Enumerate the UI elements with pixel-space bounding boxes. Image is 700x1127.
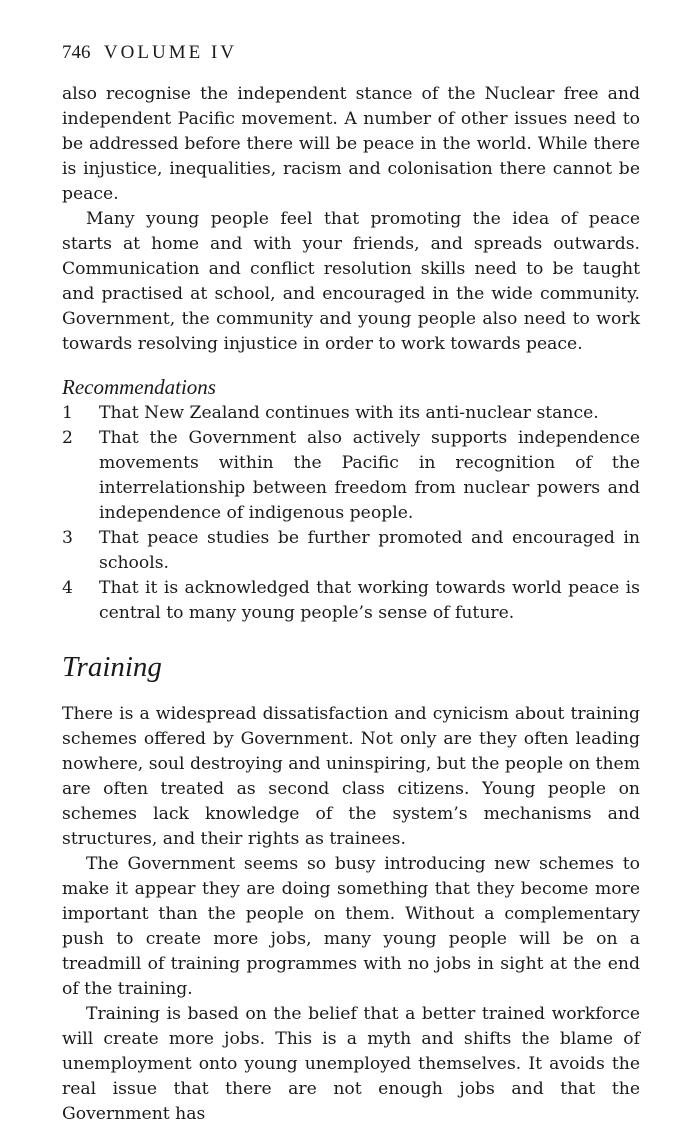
running-head: [62, 40, 640, 66]
recommendation-number: 4: [62, 578, 73, 598]
recommendation-item: [62, 426, 640, 526]
recommendation-number: 1: [62, 403, 73, 423]
body-paragraph-1: also recognise the independent stance of the Nuclear free and independent Pacific movement. A number of other issues need to be addressed before there will be peace in the world. While there is injustice, inequalities, racism and colonisation there cannot be peace.: [62, 84, 640, 204]
recommendations-heading: Recommendations: [62, 375, 216, 399]
recommendation-number: 2: [62, 428, 73, 448]
recommendation-text: That New Zealand continues with its anti-nuclear stance.: [99, 403, 599, 423]
recommendation-item: [62, 401, 640, 426]
recommendation-text: That it is acknowledged that working towards world peace is central to many young people’s sense of future.: [99, 578, 640, 623]
recommendation-item: [62, 576, 640, 626]
recommendation-text: That the Government also actively supports independence movements within the Pacific in recognition of the interrelationship between freedom from nuclear powers and independence of indigenous people.: [99, 428, 640, 523]
recommendation-text: That peace studies be further promoted and encouraged in schools.: [99, 528, 640, 573]
training-heading: Training: [62, 651, 162, 683]
training-paragraph-3: Training is based on the belief that a better trained workforce will create more jobs. This is a myth and shifts the blame of unemployment onto young unemployed themselves. It avoids the real issue that there are not enough jobs and that the Government has: [62, 1004, 640, 1124]
page-number: 746: [62, 42, 91, 63]
body-paragraph-2: Many young people feel that promoting the idea of peace starts at home and with your friends, and spreads outwards. Communication and conflict resolution skills need to be taught and practised at school, and encouraged in the wide community. Government, the community and young people also need to work towards resolving injustice in order to work towards peace.: [62, 209, 640, 354]
training-paragraph-1: There is a widespread dissatisfaction and cynicism about training schemes offered by Government. Not only are they often leading nowhere, soul destroying and uninspiring, but the people on them are often treated as second class citizens. Young people on schemes lack knowledge of the system’s mechanisms and structures, and their rights as trainees.: [62, 704, 640, 849]
training-paragraph-2: The Government seems so busy introducing new schemes to make it appear they are doing something that they become more important than the people on them. Without a complementary push to create more jobs, many young people will be on a treadmill of training programmes with no jobs in sight at the end of the training.: [62, 854, 640, 999]
recommendation-number: 3: [62, 528, 73, 548]
recommendation-item: [62, 526, 640, 576]
book-page: [62, 40, 640, 1127]
volume-label: VOLUME IV: [103, 42, 237, 63]
recommendations-list: [62, 401, 640, 626]
